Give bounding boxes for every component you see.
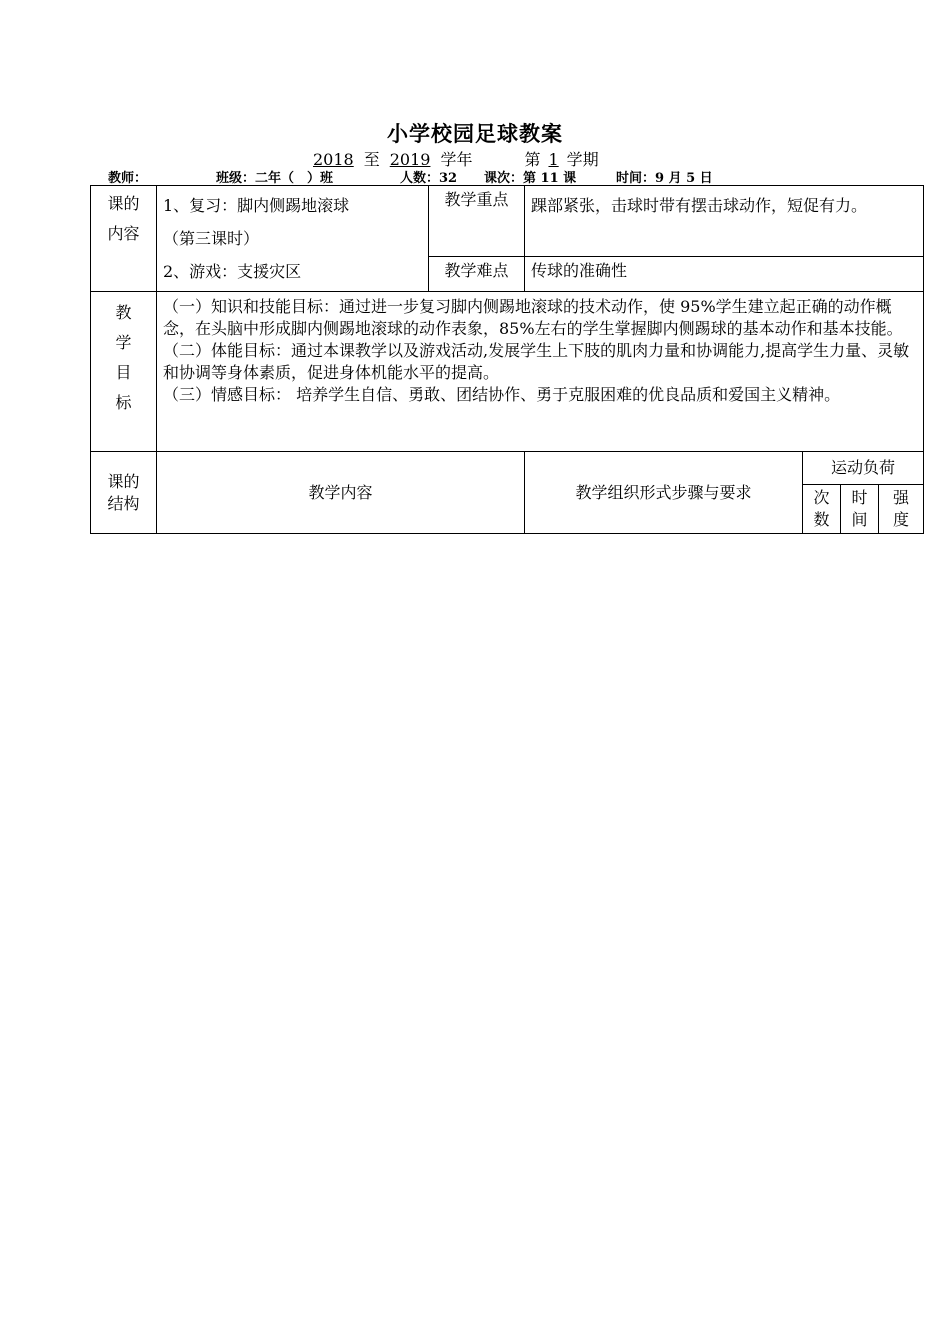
goals-label-char-4: 标 (115, 393, 132, 412)
structure-label-line2: 结构 (107, 493, 140, 513)
intensity-header (879, 485, 924, 534)
duration-header (841, 485, 879, 534)
content-item-1: 1、复习：脚内侧踢地滚球 (163, 196, 350, 215)
content-label-line1: 课的 (107, 194, 140, 213)
content-item-2: 2、游戏：支援灾区 (163, 262, 302, 281)
goal-knowledge: （一）知识和技能目标：通过进一步复习脚内侧踢地滚球的技术动作，使 95%学生建立起正确的动作概念，在头脑中形成脚内侧踢地滚球的动作表象，85%左右的学生掌握脚内侧踢球的基本动作和基本技能。 (163, 297, 903, 338)
goals-label-char-1: 教 (115, 303, 132, 322)
lesson-date: 时间：9 月 5 日 (616, 171, 713, 186)
structure-header-row-top (91, 452, 924, 485)
goals-text-cell (157, 292, 924, 452)
duration-header-2: 间 (851, 510, 868, 529)
intensity-header-2: 度 (893, 510, 910, 529)
difficulty-text: 传球的准确性 (525, 257, 924, 292)
content-item-1-note: （第三课时） (163, 229, 260, 248)
goals-label-cell (91, 292, 157, 452)
content-row-top (91, 186, 924, 257)
exercise-load-header: 运动负荷 (803, 452, 924, 485)
structure-label-line1: 课的 (107, 471, 140, 491)
times-header-2: 数 (813, 510, 830, 529)
goals-row (91, 292, 924, 452)
class-info: 班级：二年（ ）班 (216, 171, 334, 186)
content-label-line2: 内容 (107, 224, 140, 243)
goal-emotion: （三）情感目标： 培养学生自信、勇敢、团结协作、勇于克服困难的优良品质和爱国主义精神。 (163, 385, 841, 404)
page-title: 小学校园足球教案 (387, 121, 563, 146)
organization-header: 教学组织形式步骤与要求 (525, 452, 803, 534)
lesson-plan-table (90, 185, 924, 534)
times-header-1: 次 (813, 488, 830, 507)
school-year-text: 学年 (440, 150, 473, 169)
start-year: 2018 (313, 150, 354, 169)
student-count: 人数：32 (400, 171, 458, 186)
intensity-header-1: 强 (893, 488, 910, 507)
goal-fitness: （二）体能目标：通过本课教学以及游戏活动,发展学生上下肢的肌肉力量和协调能力,提高学生力量、灵敏和协调等身体素质，促进身体机能水平的提高。 (163, 341, 910, 382)
goals-label-char-2: 学 (115, 333, 132, 352)
content-items-cell (157, 186, 429, 292)
teaching-content-header: 教学内容 (157, 452, 525, 534)
times-header (803, 485, 841, 534)
teacher-label: 教师： (108, 171, 148, 186)
term-number: 1 (548, 150, 559, 169)
difficulty-label: 教学难点 (429, 257, 525, 292)
structure-label-cell (91, 452, 157, 534)
content-label-cell (91, 186, 157, 292)
lesson-number: 课次：第 11 课 (484, 171, 577, 186)
end-year: 2019 (389, 150, 431, 169)
duration-header-1: 时 (851, 488, 868, 507)
to-text: 至 (363, 150, 380, 169)
goals-label-char-3: 目 (115, 363, 132, 382)
key-point-label: 教学重点 (429, 186, 525, 257)
term-suffix: 学期 (566, 150, 599, 169)
key-point-text: 踝部紧张，击球时带有摆击球动作，短促有力。 (525, 186, 924, 257)
term-prefix: 第 (524, 150, 541, 169)
